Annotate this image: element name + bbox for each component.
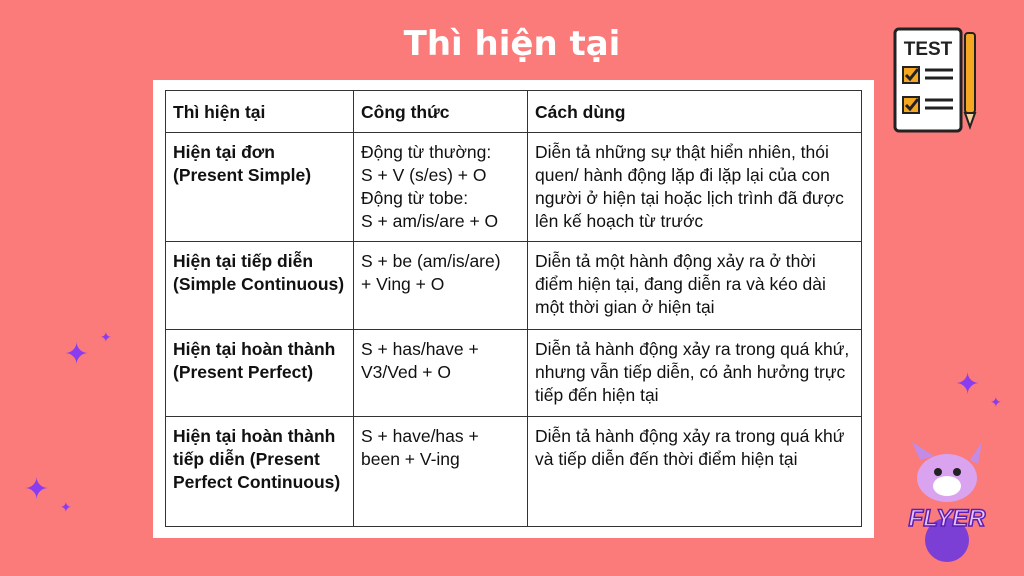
sparkle-icon: ✦ — [955, 368, 981, 401]
usage-cell: Diễn tả hành động xảy ra trong quá khứ, nhưng vẫn tiếp diễn, có ảnh hưởng trực tiếp đến hiện tại — [528, 330, 862, 417]
table-row — [166, 242, 862, 330]
header-usage: Cách dùng — [528, 91, 862, 133]
sparkle-icon: ✦ — [100, 329, 112, 345]
usage-cell: Diễn tả hành động xảy ra trong quá khứ và tiếp diễn đến thời điểm hiện tại — [528, 417, 862, 527]
formula-cell — [354, 417, 528, 527]
formula-line: S + am/is/are + O — [361, 211, 499, 231]
header-formula: Công thức — [354, 91, 528, 133]
formula-line: been + V-ing — [361, 449, 460, 469]
formula-cell — [354, 330, 528, 417]
sparkle-icon: ✦ — [60, 499, 72, 515]
sparkle-icon: ✦ — [24, 473, 50, 506]
formula-line: S + V (s/es) + O — [361, 165, 487, 185]
formula-line: V3/Ved + O — [361, 362, 451, 382]
table-row — [166, 133, 862, 242]
formula-line: Động từ thường: — [361, 142, 492, 162]
formula-line: Động từ tobe: — [361, 188, 469, 208]
test-checklist-icon — [893, 25, 977, 135]
formula-cell — [354, 133, 528, 242]
page-title: Thì hiện tại — [403, 24, 621, 64]
tense-cell: Hiện tại đơn (Present Simple) — [166, 133, 354, 242]
table-card — [153, 80, 874, 538]
table-row — [166, 417, 862, 527]
tense-cell: Hiện tại hoàn thành (Present Perfect) — [166, 330, 354, 417]
formula-line: S + have/has + — [361, 426, 479, 446]
svg-text:TEST: TEST — [903, 39, 953, 60]
header-tense: Thì hiện tại — [166, 91, 354, 133]
table-row — [166, 330, 862, 417]
present-tenses-table — [165, 90, 862, 527]
svg-text:FLYER: FLYER — [908, 505, 986, 532]
formula-line: S + has/have + — [361, 339, 479, 359]
usage-cell: Diễn tả một hành động xảy ra ở thời điểm hiện tại, đang diễn ra và kéo dài một thời gian ở hiện tại — [528, 242, 862, 330]
flyer-mascot-logo — [900, 440, 995, 565]
formula-line: + Ving + O — [361, 274, 445, 294]
usage-cell: Diễn tả những sự thật hiển nhiên, thói quen/ hành động lặp đi lặp lại của con người ở hiện tại hoặc lịch trình đã được lên kế hoạch từ trước — [528, 133, 862, 242]
formula-cell — [354, 242, 528, 330]
formula-line: S + be (am/is/are) — [361, 251, 501, 271]
tense-cell: Hiện tại hoàn thành tiếp diễn (Present Perfect Continuous) — [166, 417, 354, 527]
tense-cell: Hiện tại tiếp diễn (Simple Continuous) — [166, 242, 354, 330]
sparkle-icon: ✦ — [64, 338, 90, 371]
sparkle-icon: ✦ — [990, 394, 1002, 410]
table-header-row — [166, 91, 862, 133]
